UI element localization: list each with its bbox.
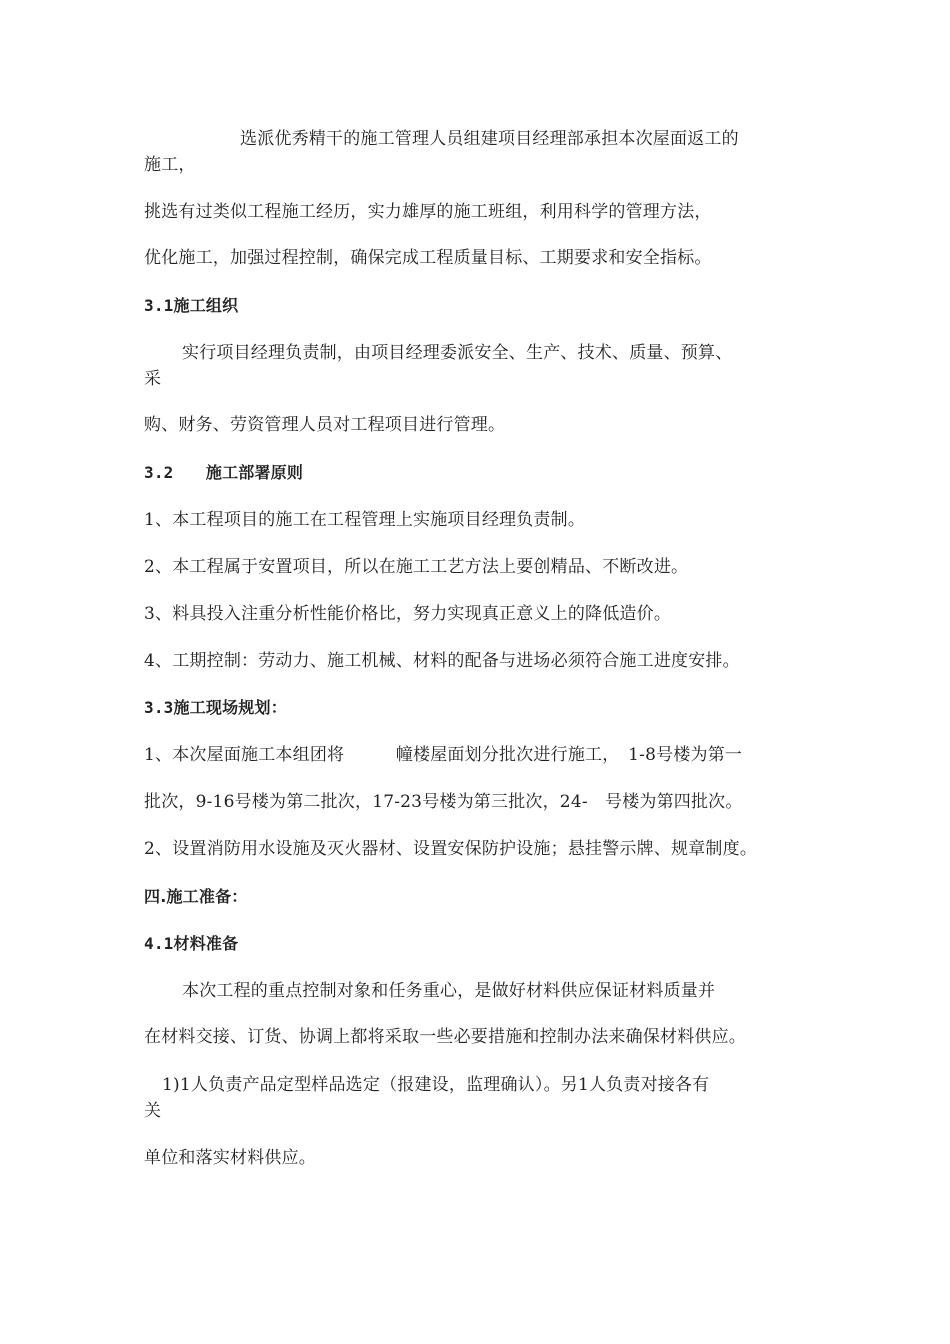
site-plan-item-2: 2、设置消防用水设施及灭火器材、设置安保防护设施；悬挂警示牌、规章制度。 (144, 839, 758, 859)
principle-item-3: 3、料具投入注重分析性能价格比，努力实现真正意义上的降低造价。 (144, 604, 672, 624)
paragraph-materials-line-2: 在材料交接、订货、协调上都将采取一些必要措施和控制办法来确保材料供应。 (144, 1027, 746, 1047)
paragraph-organization-line-3: 购、财务、劳资管理人员对工程项目进行管理。 (144, 415, 506, 435)
section-heading-4: 四.施工准备： (144, 887, 248, 906)
section-heading-3-2: 3.2 施工部署原则 (144, 463, 304, 482)
paragraph-organization-line-1: 实行项目经理负责制，由项目经理委派安全、生产、技术、质量、预算、 (182, 343, 733, 363)
site-plan-item-1-line-2: 批次，9-16号楼为第二批次，17-23号楼为第三批次，24- 号楼为第四批次。 (144, 792, 743, 812)
paragraph-intro-line-4: 优化施工，加强过程控制，确保完成工程质量目标、工期要求和安全指标。 (144, 248, 712, 268)
site-plan-item-1-line-1: 1、本次屋面施工本组团将 幢楼屋面划分批次进行施工， 1-8号楼为第一 (144, 745, 743, 765)
section-heading-4-1: 4.1材料准备 (144, 934, 239, 953)
paragraph-organization-line-2: 采 (144, 369, 162, 389)
principle-item-4: 4、工期控制：劳动力、施工机械、材料的配备与进场必须符合施工进度安排。 (144, 651, 740, 671)
principle-item-1: 1、本工程项目的施工在工程管理上实施项目经理负责制。 (144, 510, 586, 530)
section-heading-3-3: 3.3施工现场规划： (144, 698, 287, 717)
materials-item-1-line-2: 关 (144, 1101, 162, 1121)
paragraph-intro-line-1: 选派优秀精干的施工管理人员组建项目经理部承担本次屋面返工的 (240, 129, 739, 149)
paragraph-intro-line-3: 挑选有过类似工程施工经历，实力雄厚的施工班组，利用科学的管理方法， (144, 202, 712, 222)
materials-item-1-line-1: 1)1人负责产品定型样品选定（报建设，监理确认）。另1人负责对接各有 (162, 1075, 710, 1095)
principle-item-2: 2、本工程属于安置项目，所以在施工工艺方法上要创精品、不断改进。 (144, 557, 689, 577)
section-heading-3-1: 3.1施工组织 (144, 296, 239, 315)
materials-item-1-line-3: 单位和落实材料供应。 (144, 1148, 316, 1168)
paragraph-materials-line-1: 本次工程的重点控制对象和任务重心，是做好材料供应保证材料质量并 (182, 981, 716, 1001)
paragraph-intro-line-2: 施工， (144, 155, 196, 175)
